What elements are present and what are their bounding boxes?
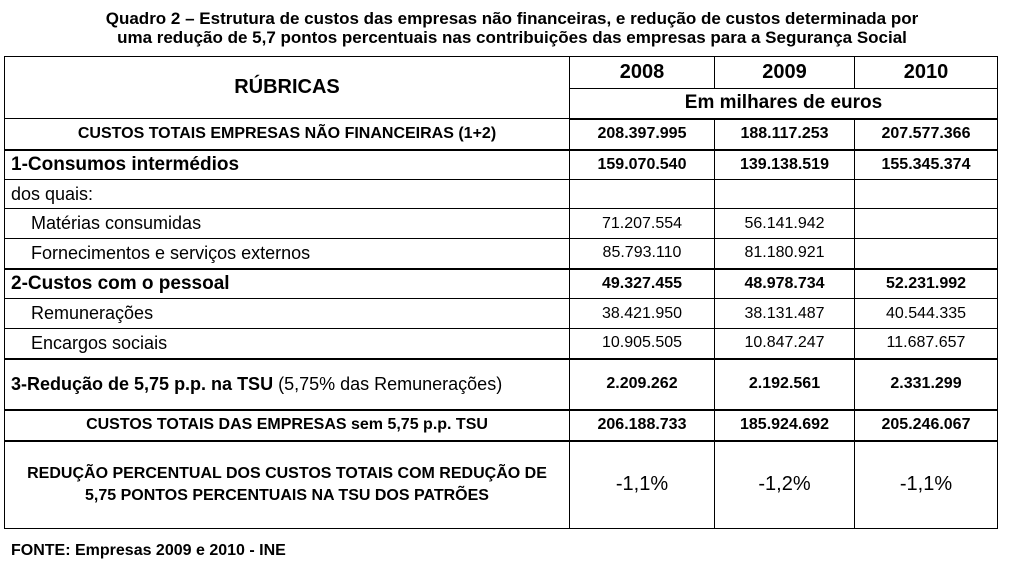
cell-value: 205.246.067 (855, 410, 998, 441)
cell-value: 52.231.992 (855, 269, 998, 299)
cell-value: 10.905.505 (570, 329, 715, 359)
cell-value: 10.847.247 (715, 329, 855, 359)
row-label-reducao-tsu (5, 359, 570, 410)
header-year-2009: 2009 (715, 57, 855, 89)
table-row (5, 150, 998, 180)
cell-value: 38.131.487 (715, 299, 855, 329)
cell-value: 81.180.921 (715, 239, 855, 269)
cell-value: 139.138.519 (715, 150, 855, 180)
row-label-pessoal: 2-Custos com o pessoal (5, 269, 570, 299)
title-line-2: uma redução de 5,7 pontos percentuais nas contribuições das empresas para a Segurança Social (117, 28, 907, 47)
table-row (5, 209, 998, 239)
cost-structure-table (4, 56, 998, 529)
header-rubricas: RÚBRICAS (5, 57, 570, 119)
table-row (5, 329, 998, 359)
title-line-1: Quadro 2 – Estrutura de custos das empresas não financeiras, e redução de custos determinada por (105, 9, 919, 28)
table-row (5, 239, 998, 269)
table-row (5, 359, 998, 410)
cell-value: 207.577.366 (855, 119, 998, 150)
row-label-reducao-tsu-bold: 3-Redução de 5,75 p.p. na TSU (11, 374, 274, 394)
table-row (5, 410, 998, 441)
cell-value: 208.397.995 (570, 119, 715, 150)
cell-value: 2.331.299 (855, 359, 998, 410)
cell-value (855, 209, 998, 239)
table-title (0, 9, 1024, 47)
cell-value: -1,2% (715, 441, 855, 529)
cell-value: 185.924.692 (715, 410, 855, 441)
cell-value: 188.117.253 (715, 119, 855, 150)
row-label-reducao-percentual: REDUÇÃO PERCENTUAL DOS CUSTOS TOTAIS COM REDUÇÃO DE 5,75 PONTOS PERCENTUAIS NA TSU DOS PATRÕES (5, 441, 570, 529)
source-note: FONTE: Empresas 2009 e 2010 - INE (11, 542, 286, 559)
cell-value: -1,1% (855, 441, 998, 529)
cell-value: 71.207.554 (570, 209, 715, 239)
row-label-reducao-tsu-note: (5,75% das Remunerações) (273, 374, 503, 394)
header-units: Em milhares de euros (570, 89, 998, 119)
cell-value: 206.188.733 (570, 410, 715, 441)
row-label-encargos: Encargos sociais (5, 329, 570, 359)
cell-value: 85.793.110 (570, 239, 715, 269)
cell-value (855, 239, 998, 269)
table-row (5, 441, 998, 529)
table-row (5, 180, 998, 209)
cell-value: 2.192.561 (715, 359, 855, 410)
table-row (5, 299, 998, 329)
cell-empty (715, 180, 855, 209)
cell-value: 40.544.335 (855, 299, 998, 329)
header-year-2008: 2008 (570, 57, 715, 89)
table-row (5, 269, 998, 299)
header-year-2010: 2010 (855, 57, 998, 89)
row-label-custos-totais: CUSTOS TOTAIS EMPRESAS NÃO FINANCEIRAS (1+2) (5, 119, 570, 150)
cell-value: 56.141.942 (715, 209, 855, 239)
row-label-materias: Matérias consumidas (5, 209, 570, 239)
row-label-custos-sem-tsu: CUSTOS TOTAIS DAS EMPRESAS sem 5,75 p.p. TSU (5, 410, 570, 441)
cell-value: 155.345.374 (855, 150, 998, 180)
cell-empty (855, 180, 998, 209)
cell-value: 38.421.950 (570, 299, 715, 329)
row-label-consumos: 1-Consumos intermédios (5, 150, 570, 180)
cell-value: -1,1% (570, 441, 715, 529)
row-label-dos-quais: dos quais: (5, 180, 570, 209)
cell-value: 2.209.262 (570, 359, 715, 410)
row-label-fornecimentos: Fornecimentos e serviços externos (5, 239, 570, 269)
row-label-remuneracoes: Remunerações (5, 299, 570, 329)
cell-value: 49.327.455 (570, 269, 715, 299)
cell-empty (570, 180, 715, 209)
cell-value: 159.070.540 (570, 150, 715, 180)
table-row (5, 119, 998, 150)
cell-value: 11.687.657 (855, 329, 998, 359)
cell-value: 48.978.734 (715, 269, 855, 299)
